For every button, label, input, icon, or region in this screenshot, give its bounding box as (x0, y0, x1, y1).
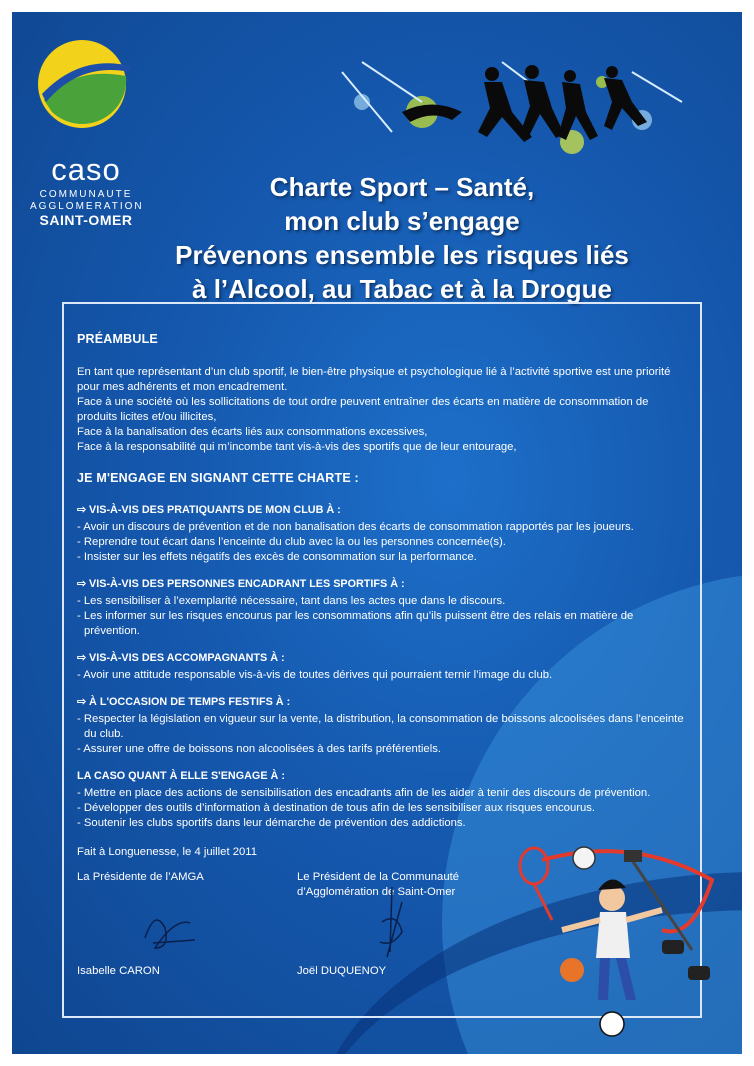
section-item: - Avoir une attitude responsable vis-à-vis de toutes dérives qui pourraient ternir l’image du club. (77, 669, 553, 681)
poster (12, 12, 742, 1054)
section-item: - Insister sur les effets négatifs des excès de consommation sur la performance. (77, 551, 477, 563)
title-line-3: Prévenons ensemble les risques liés (175, 240, 629, 270)
right-role-line-2: d’Agglomération de Saint-Omer (297, 886, 456, 898)
title-line-2: mon club s’engage (284, 206, 520, 236)
section-item: - Reprendre tout écart dans l’enceinte du club avec la ou les personnes concernée(s). (77, 536, 506, 548)
page-title (132, 170, 672, 306)
title-line-1: Charte Sport – Santé, (269, 172, 535, 202)
section-supervisors (77, 577, 689, 639)
section-item: - Respecter la législation en vigueur sur la vente, la distribution, la consommation de boissons alcoolisées dans l’enceinte du club. (77, 713, 684, 740)
caso-logo-icon (34, 36, 130, 132)
section-companions (77, 651, 689, 683)
preamble-line: Face à la banalisation des écarts liés aux consommations excessives, (77, 426, 428, 438)
section-heading: ⇨ VIS-À-VIS DES PERSONNES ENCADRANT LES SPORTIFS À : (77, 578, 405, 590)
section-festive (77, 695, 689, 757)
section-item: - Assurer une offre de boissons non alcoolisées à des tarifs préférentiels. (77, 743, 442, 755)
right-role-line-1: Le Président de la Communauté (297, 871, 460, 883)
section-heading: ⇨ À L'OCCASION DE TEMPS FESTIFS À : (77, 696, 291, 708)
preamble-line: Face à la responsabilité qui m’incombe tant vis-à-vis des sportifs que de leur entourage, (77, 441, 517, 453)
section-heading: LA CASO QUANT À ELLE S'ENGAGE À : (77, 770, 285, 782)
right-signatory-name: Joël DUQUENOY (297, 965, 387, 977)
left-signature-scribble (135, 898, 205, 958)
commitment-heading: JE M'ENGAGE EN SIGNANT CETTE CHARTE : (77, 471, 359, 485)
preamble-line: Face à une société où les sollicitations de tout ordre peuvent entraîner des écarts en matière de consommation de produits licites et/ou illicites, (77, 396, 649, 423)
title-line-4: à l’Alcool, au Tabac et à la Drogue (192, 274, 612, 304)
logo-line-3: SAINT-OMER (39, 212, 133, 228)
section-item: - Soutenir les clubs sportifs dans leur démarche de prévention des addictions. (77, 817, 466, 829)
section-caso (77, 769, 689, 831)
preamble-text (77, 365, 689, 455)
logo-line-1: COMMUNAUTE (39, 189, 133, 200)
section-heading: ⇨ VIS-À-VIS DES ACCOMPAGNANTS À : (77, 652, 285, 664)
section-item: - Avoir un discours de prévention et de non banalisation des écarts de consommation rapportés par les joueurs. (77, 521, 634, 533)
place-date: Fait à Longuenesse, le 4 juillet 2011 (77, 846, 258, 858)
preamble-heading: PRÉAMBULE (77, 332, 158, 346)
athletes-banner-illustration (302, 42, 722, 172)
section-item: - Les sensibiliser à l’exemplarité nécessaire, tant dans les actes que dans le discours. (77, 595, 506, 607)
logo-line-2: AGGLOMERATION (30, 201, 144, 212)
section-item: - Les informer sur les risques encourus par les consommations afin qu’ils puissent être des relais en matière de prévention. (77, 610, 634, 637)
section-heading: ⇨ VIS-À-VIS DES PRATIQUANTS DE MON CLUB À : (77, 504, 341, 516)
right-signature-scribble (372, 882, 412, 967)
section-item: - Développer des outils d’information à destination de tous afin de les sensibiliser aux risques encourus. (77, 802, 596, 814)
left-signatory-name: Isabelle CARON (77, 965, 160, 977)
multisport-kid-illustration (512, 840, 722, 1040)
left-signatory-role: La Présidente de l’AMGA (77, 871, 204, 883)
logo-wordmark: caso (51, 152, 121, 187)
section-practitioners (77, 503, 689, 565)
preamble-line: En tant que représentant d’un club sportif, le bien-être physique et psychologique lié à l’activité sportive est une priorité pour mes adhérents et mon encadrement. (77, 366, 671, 393)
section-item: - Mettre en place des actions de sensibilisation des encadrants afin de les aider à tenir des discours de prévention. (77, 787, 651, 799)
